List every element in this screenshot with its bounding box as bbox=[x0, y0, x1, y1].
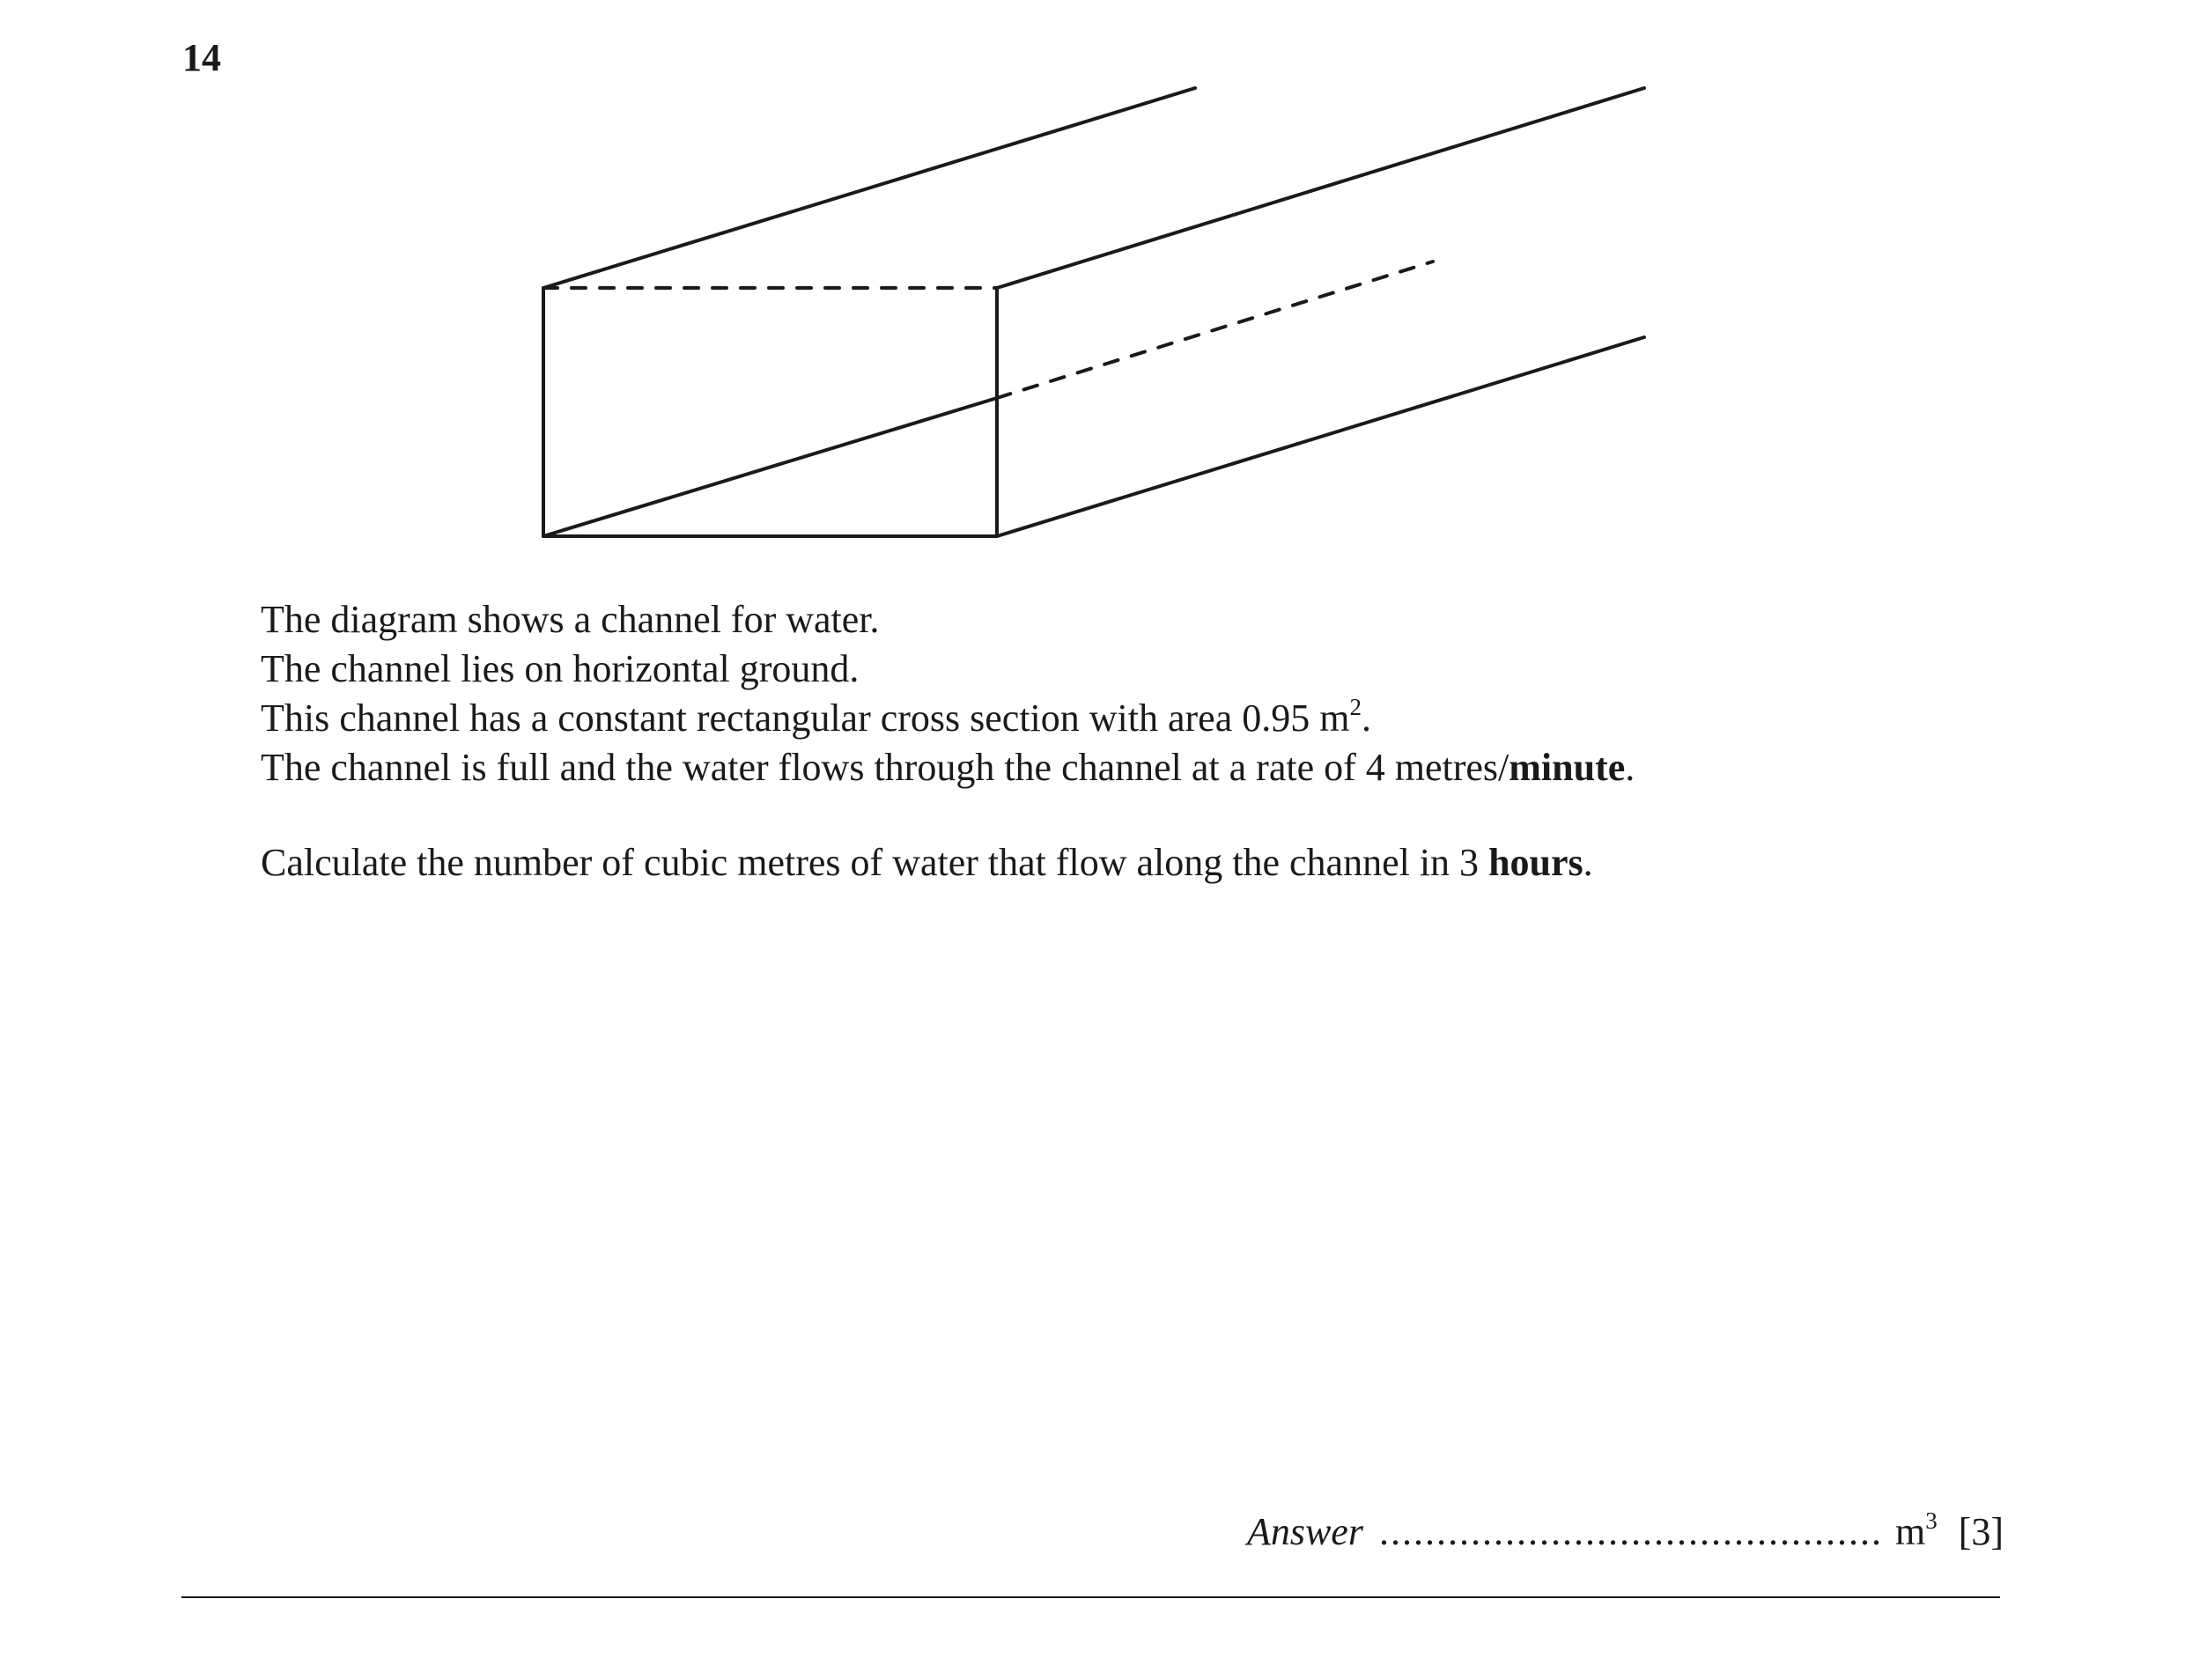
marks-indicator: [3] bbox=[1958, 1510, 2004, 1553]
area-unit-superscript: 2 bbox=[1349, 694, 1362, 720]
diagram-description-line: The diagram shows a channel for water. bbox=[261, 598, 880, 641]
rate-unit-bold: minute bbox=[1509, 746, 1626, 789]
answer-line bbox=[1247, 1507, 2004, 1557]
question-text bbox=[261, 595, 1635, 888]
rate-line: The channel is full and the water flows through the channel at a rate of 4 metres/minute. bbox=[261, 746, 1635, 789]
answer-blank[interactable]: ............................................ bbox=[1378, 1510, 1883, 1553]
bottom-left-receding-edge bbox=[543, 398, 997, 536]
area-line: This channel has a constant rectangular cross section with area 0.95 $m^2$. bbox=[261, 694, 1371, 740]
question-number: 14 bbox=[182, 36, 221, 79]
section-divider bbox=[181, 1596, 2000, 1598]
answer-label: Answer bbox=[1246, 1510, 1363, 1553]
ground-description-line: The channel lies on horizontal ground. bbox=[261, 647, 860, 690]
answer-unit: $m^3$ bbox=[1894, 1507, 1938, 1553]
bottom-right-receding-edge bbox=[997, 337, 1644, 536]
hidden-bottom-receding-edge bbox=[997, 262, 1433, 398]
task-line: Calculate the number of cubic metres of water that flow along the channel in 3 hours. bbox=[261, 841, 1593, 884]
time-unit-bold: hours bbox=[1488, 841, 1583, 884]
